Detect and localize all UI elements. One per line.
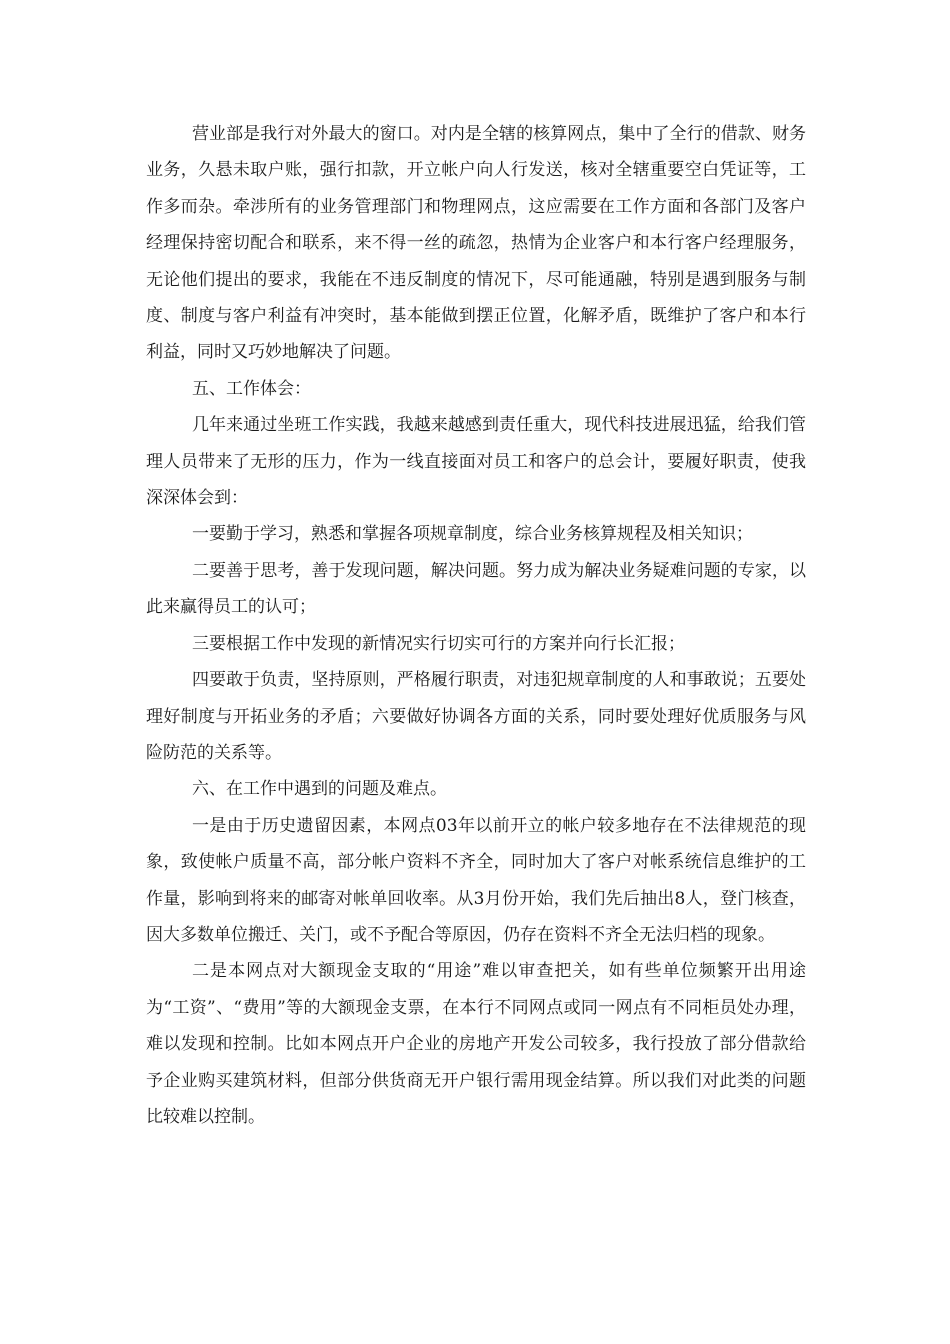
- section-heading-work-experience: 五、工作体会：: [192, 378, 311, 399]
- paragraph-problem-one: 一是由于历史遗留因素，本网点03年以前开立的帐户较多地存在不法律规范的现象，致使帐户质量不高，部分帐户资料不齐全，同时加大了客户对帐系统信息维护的工作量，影响到将来的邮寄对帐单回收率。从3月份开始，我们先后抽出8人，登门核查，因大多数单位搬迁、关门，或不予配合等原因，仍存在资料不齐全无法归档的现象。: [146, 815, 806, 945]
- section-heading-problems: 六、在工作中遇到的问题及难点。: [192, 779, 447, 800]
- paragraph-point-one: 一要勤于学习，熟悉和掌握各项规章制度，综合业务核算规程及相关知识；: [192, 524, 753, 545]
- paragraph-point-four-to-six: 四要敢于负责，坚持原则，严格履行职责，对违犯规章制度的人和事敢说；五要处理好制度与开拓业务的矛盾；六要做好协调各方面的关系，同时要处理好优质服务与风险防范的关系等。: [146, 670, 806, 763]
- paragraph-business-department: 营业部是我行对外最大的窗口。对内是全辖的核算网点，集中了全行的借款、财务业务，久悬未取户账，强行扣款，开立帐户向人行发送，核对全辖重要空白凭证等，工作多而杂。牵涉所有的业务管理部门和物理网点，这应需要在工作方面和各部门及客户经理保持密切配合和联系，来不得一丝的疏忽，热情为企业客户和本行客户经理服务，无论他们提出的要求，我能在不违反制度的情况下，尽可能通融，特别是遇到服务与制度、制度与客户利益有冲突时，基本能做到摆正位置，化解矛盾，既维护了客户和本行利益，同时又巧妙地解决了问题。: [146, 124, 806, 363]
- paragraph-point-two: 二要善于思考，善于发现问题，解决问题。努力成为解决业务疑难问题的专家，以此来赢得员工的认可；: [146, 560, 806, 618]
- paragraph-work-practice: 几年来通过坐班工作实践，我越来越感到责任重大，现代科技进展迅猛，给我们管理人员带来了无形的压力，作为一线直接面对员工和客户的总会计，要履好职责，使我深深体会到：: [146, 415, 806, 509]
- document-body: [146, 116, 806, 1135]
- paragraph-point-three: 三要根据工作中发现的新情况实行切实可行的方案并向行长汇报；: [192, 633, 685, 654]
- paragraph-problem-two: 二是本网点对大额现金支取的“用途”难以审查把关，如有些单位频繁开出用途为“工资”、“费用”等的大额现金支票，在本行不同网点或同一网点有不同柜员处办理，难以发现和控制。比如本网点开户企业的房地产开发公司较多，我行投放了部分借款给予企业购买建筑材料，但部分供货商无开户银行需用现金结算。所以我们对此类的问题比较难以控制。: [146, 961, 806, 1127]
